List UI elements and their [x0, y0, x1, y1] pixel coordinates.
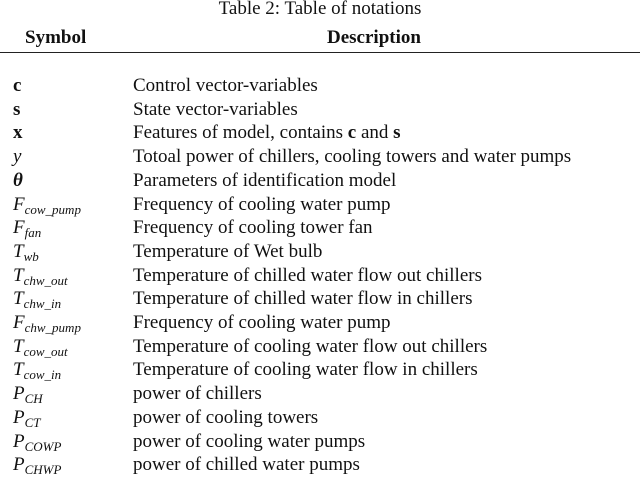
table-row	[0, 169, 640, 193]
header-description: Description	[327, 27, 421, 48]
description: Temperature of chilled water flow out chillers	[133, 264, 482, 286]
table-row	[0, 358, 640, 382]
description: Features of model, contains c and s	[133, 122, 401, 144]
header-rule	[0, 52, 640, 53]
symbol: θ	[13, 169, 23, 191]
symbol: $T_{chw\_in}$	[13, 288, 62, 312]
table-row	[0, 382, 640, 406]
description: Temperature of cooling water flow out chillers	[133, 335, 488, 357]
table-row	[0, 74, 640, 98]
description: State vector-variables	[133, 98, 298, 120]
symbol: $P_{CHWP}$	[13, 454, 62, 478]
table-row	[0, 240, 640, 264]
table-row	[0, 311, 640, 335]
symbol: $F_{cow\_pump}$	[13, 193, 81, 217]
table-row	[0, 287, 640, 311]
table-row	[0, 264, 640, 288]
description: Frequency of cooling tower fan	[133, 217, 373, 239]
description: Totoal power of chillers, cooling towers and water pumps	[133, 146, 572, 168]
symbol: y	[13, 146, 22, 168]
symbol: $F_{chw\_pump}$	[13, 312, 81, 335]
table-row	[0, 406, 640, 430]
description: power of cooling towers	[133, 406, 319, 428]
table-row	[0, 193, 640, 217]
symbol: x	[13, 122, 23, 144]
description: Temperature of Wet bulb	[133, 240, 323, 262]
symbol: c	[13, 75, 22, 96]
table-row	[0, 98, 640, 122]
description: Control vector-variables	[133, 75, 318, 96]
description: Frequency of cooling water pump	[133, 312, 391, 333]
symbol: $T_{wb}$	[13, 240, 39, 264]
description: power of cooling water pumps	[133, 430, 366, 452]
table-row	[0, 145, 640, 169]
symbol: $F_{fan}$	[13, 217, 42, 241]
symbol: $T_{cow\_in}$	[13, 359, 62, 383]
table-row	[0, 216, 640, 240]
description: Temperature of chilled water flow in chillers	[133, 288, 473, 310]
description: power of chillers	[133, 383, 262, 405]
symbol: $T_{chw\_out}$	[13, 264, 68, 288]
symbol: $P_{COWP}$	[13, 430, 62, 454]
table-row	[0, 453, 640, 477]
table-row	[0, 121, 640, 145]
description: power of chilled water pumps	[133, 454, 360, 476]
description: Frequency of cooling water pump	[133, 193, 391, 215]
description: Parameters of identification model	[133, 169, 397, 191]
header-symbol: Symbol	[25, 27, 87, 48]
symbol: $T_{cow\_out}$	[13, 335, 68, 359]
table-row	[0, 430, 640, 454]
symbol: $P_{CH}$	[13, 383, 43, 407]
table-caption: Table 2: Table of notations	[218, 0, 422, 19]
table-row	[0, 335, 640, 359]
symbol: s	[13, 98, 21, 120]
description: Temperature of cooling water flow in chillers	[133, 359, 478, 381]
symbol: $P_{CT}$	[13, 406, 41, 430]
